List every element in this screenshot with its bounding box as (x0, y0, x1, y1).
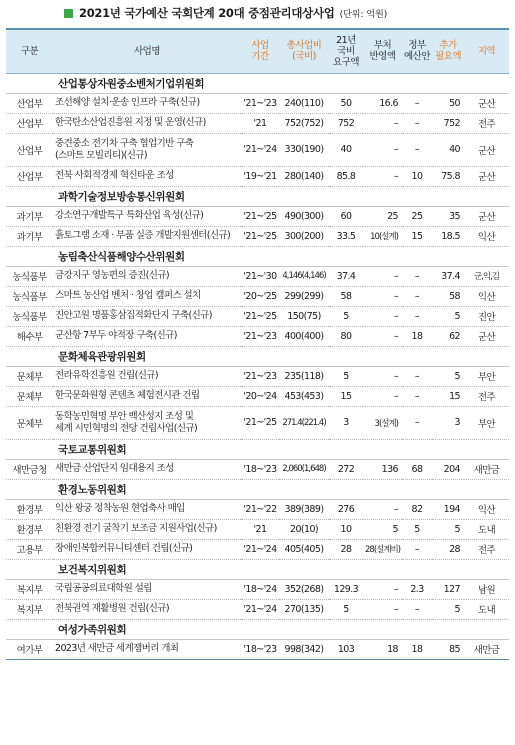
committee-row (6, 186, 509, 206)
project-name-line: (스마트 모빌리티)(신규) (55, 149, 148, 161)
total-cost-cell: 4,146(4,146) (279, 266, 329, 286)
project-name-cell (53, 133, 241, 166)
dept-cell: 복지부 (6, 599, 53, 619)
project-name-line: 2023년 새만금 세계잼버리 개최 (55, 643, 179, 654)
gov-budget-cell: 18 (402, 326, 432, 346)
request-cell: 85.8 (329, 166, 363, 186)
committee-row (6, 346, 509, 366)
region-cell: 전주 (464, 386, 509, 406)
region-cell: 진안 (464, 306, 509, 326)
extra-need-cell: 3 (432, 406, 464, 439)
gov-budget-cell: 18 (402, 639, 432, 659)
table-body (6, 73, 509, 659)
request-cell: 276 (329, 499, 363, 519)
total-cost-cell: 270(135) (279, 599, 329, 619)
region-cell: 군산 (464, 326, 509, 346)
gov-budget-cell: – (402, 93, 432, 113)
committee-label: 농림축산식품해양수산위원회 (6, 246, 509, 266)
project-name-cell (53, 519, 241, 539)
region-cell: 새만금 (464, 459, 509, 479)
dept-cell: 농식품부 (6, 306, 53, 326)
extra-need-cell: 28 (432, 539, 464, 559)
period-cell: '21~'25 (241, 206, 279, 226)
period-cell: '19~'21 (241, 166, 279, 186)
period-cell: '21 (241, 519, 279, 539)
ministry-cell: – (363, 286, 402, 306)
header-ministry: 부처 반영액 (363, 29, 402, 73)
table-row (6, 386, 509, 406)
period-cell: '21~'24 (241, 133, 279, 166)
table-row (6, 519, 509, 539)
dept-cell: 산업부 (6, 113, 53, 133)
project-name-line: 한국탄소산업진흥원 지정 및 운영(신규) (55, 117, 206, 128)
region-cell: 새만금 (464, 639, 509, 659)
period-cell: '21~'25 (241, 306, 279, 326)
region-cell: 부안 (464, 366, 509, 386)
header-gov: 정부 예산안 (402, 29, 432, 73)
committee-row (6, 439, 509, 459)
table-row (6, 93, 509, 113)
gov-budget-cell: – (402, 386, 432, 406)
project-name-line: 군산항 7부두 야적장 구축(신규) (55, 330, 177, 341)
header-name: 사업명 (53, 29, 241, 73)
project-name-cell (53, 226, 241, 246)
total-cost-cell: 2,060(1,648) (279, 459, 329, 479)
period-cell: '21~'23 (241, 326, 279, 346)
gov-budget-cell: – (402, 266, 432, 286)
table-row (6, 266, 509, 286)
request-cell: 28 (329, 539, 363, 559)
table-row (6, 133, 509, 166)
project-name-cell (53, 579, 241, 599)
request-cell: 752 (329, 113, 363, 133)
project-name-cell (53, 326, 241, 346)
region-cell: 부안 (464, 406, 509, 439)
ministry-cell: 25 (363, 206, 402, 226)
committee-label: 여성가족위원회 (6, 619, 509, 639)
request-cell: 3 (329, 406, 363, 439)
title-marker (64, 9, 73, 18)
extra-need-cell: 5 (432, 366, 464, 386)
ministry-cell: 10(설계) (363, 226, 402, 246)
period-cell: '21~'23 (241, 93, 279, 113)
table-row (6, 599, 509, 619)
header-region: 지역 (464, 29, 509, 73)
header-request: 21년 국비 요구액 (329, 29, 363, 73)
table-row (6, 113, 509, 133)
request-cell: 37.4 (329, 266, 363, 286)
extra-need-cell: 40 (432, 133, 464, 166)
table-row (6, 406, 509, 439)
period-cell: '21~'30 (241, 266, 279, 286)
total-cost-cell: 352(268) (279, 579, 329, 599)
period-cell: '20~'25 (241, 286, 279, 306)
table-row (6, 579, 509, 599)
gov-budget-cell: 5 (402, 519, 432, 539)
committee-row (6, 559, 509, 579)
request-cell: 60 (329, 206, 363, 226)
header-extra: 추가 필요액 (432, 29, 464, 73)
request-cell: 40 (329, 133, 363, 166)
project-name-line: 스마트 농산업 벤처 · 창업 캠퍼스 설치 (55, 290, 201, 301)
dept-cell: 해수부 (6, 326, 53, 346)
extra-need-cell: 37.4 (432, 266, 464, 286)
extra-need-cell: 15 (432, 386, 464, 406)
gov-budget-cell: 25 (402, 206, 432, 226)
total-cost-cell: 490(300) (279, 206, 329, 226)
extra-need-cell: 194 (432, 499, 464, 519)
project-name-line: 세계 시민혁명의 전당 건립사업(신규) (55, 422, 198, 434)
gov-budget-cell: 2.3 (402, 579, 432, 599)
committee-label: 산업통상자원중소벤처기업위원회 (6, 73, 509, 93)
gov-budget-cell: 15 (402, 226, 432, 246)
ministry-cell: 3(설계) (363, 406, 402, 439)
dept-cell: 산업부 (6, 166, 53, 186)
dept-cell: 여가부 (6, 639, 53, 659)
request-cell: 15 (329, 386, 363, 406)
project-name-cell (53, 599, 241, 619)
project-name-cell (53, 286, 241, 306)
extra-need-cell: 85 (432, 639, 464, 659)
period-cell: '21~'22 (241, 499, 279, 519)
committee-label: 국토교통위원회 (6, 439, 509, 459)
project-name-line: 친환경 전기 굴착기 보조금 지원사업(신규) (55, 523, 217, 534)
ministry-cell: – (363, 266, 402, 286)
project-name-line: 한국문화원형 콘텐츠 체험전시관 건립 (55, 390, 200, 401)
project-name-line: 강소연구개발특구 특화산업 육성(신규) (55, 210, 204, 221)
project-name-line: 조선해양 설치·운송 인프라 구축(신규) (55, 97, 200, 108)
dept-cell: 농식품부 (6, 286, 53, 306)
unit-note: (단위: 억원) (339, 9, 388, 20)
table-row (6, 539, 509, 559)
ministry-cell: – (363, 386, 402, 406)
period-cell: '21~'25 (241, 406, 279, 439)
project-name-cell (53, 306, 241, 326)
ministry-cell: – (363, 499, 402, 519)
total-cost-cell: 752(752) (279, 113, 329, 133)
table-header-row (6, 29, 509, 73)
gov-budget-cell: – (402, 286, 432, 306)
period-cell: '21~'24 (241, 599, 279, 619)
project-name-line: 익산 왕궁 정착농원 현업축사 매입 (55, 503, 185, 514)
project-name-cell (53, 93, 241, 113)
extra-need-cell: 62 (432, 326, 464, 346)
region-cell: 익산 (464, 499, 509, 519)
project-name-line: 장애인복합커뮤니티센터 건립(신규) (55, 543, 193, 554)
ministry-cell: – (363, 133, 402, 166)
gov-budget-cell: 10 (402, 166, 432, 186)
gov-budget-cell: – (402, 133, 432, 166)
gov-budget-cell: – (402, 113, 432, 133)
extra-need-cell: 50 (432, 93, 464, 113)
total-cost-cell: 271.4(221.4) (279, 406, 329, 439)
table-row (6, 206, 509, 226)
ministry-cell: 16.6 (363, 93, 402, 113)
request-cell: 5 (329, 306, 363, 326)
request-cell: 5 (329, 599, 363, 619)
dept-cell: 새만금청 (6, 459, 53, 479)
ministry-cell: – (363, 306, 402, 326)
gov-budget-cell: – (402, 306, 432, 326)
committee-row (6, 619, 509, 639)
ministry-cell: – (363, 366, 402, 386)
project-name-line: 금강지구 영농편의 증진(신규) (55, 270, 169, 281)
dept-cell: 환경부 (6, 519, 53, 539)
request-cell: 58 (329, 286, 363, 306)
gov-budget-cell: 82 (402, 499, 432, 519)
table-row (6, 499, 509, 519)
table-row (6, 286, 509, 306)
total-cost-cell: 405(405) (279, 539, 329, 559)
project-name-cell (53, 206, 241, 226)
table-row (6, 226, 509, 246)
total-cost-cell: 330(190) (279, 133, 329, 166)
total-cost-cell: 240(110) (279, 93, 329, 113)
table-row (6, 166, 509, 186)
region-cell: 익산 (464, 286, 509, 306)
region-cell: 익산 (464, 226, 509, 246)
project-name-line: 진안고원 명품홍삼집적화단지 구축(신규) (55, 310, 212, 321)
header-period: 사업 기간 (241, 29, 279, 73)
extra-need-cell: 5 (432, 519, 464, 539)
gov-budget-cell: – (402, 539, 432, 559)
project-name-cell (53, 166, 241, 186)
ministry-cell: – (363, 599, 402, 619)
request-cell: 272 (329, 459, 363, 479)
region-cell: 군산 (464, 166, 509, 186)
dept-cell: 복지부 (6, 579, 53, 599)
total-cost-cell: 280(140) (279, 166, 329, 186)
project-name-cell (53, 406, 241, 439)
gov-budget-cell: 68 (402, 459, 432, 479)
dept-cell: 산업부 (6, 93, 53, 113)
ministry-cell: – (363, 113, 402, 133)
gov-budget-cell: – (402, 406, 432, 439)
project-name-line: 흙토그램 소재 · 부품 실증 개발지원센터(신규) (55, 230, 231, 241)
committee-label: 환경노동위원회 (6, 479, 509, 499)
total-cost-cell: 300(200) (279, 226, 329, 246)
ministry-cell: – (363, 326, 402, 346)
total-cost-cell: 235(118) (279, 366, 329, 386)
table-row (6, 459, 509, 479)
dept-cell: 문체부 (6, 386, 53, 406)
extra-need-cell: 58 (432, 286, 464, 306)
project-name-cell (53, 386, 241, 406)
period-cell: '18~'24 (241, 579, 279, 599)
project-name-line: 동학농민혁명 부안 백산성지 조성 및 (55, 410, 194, 422)
ministry-cell: 136 (363, 459, 402, 479)
period-cell: '20~'24 (241, 386, 279, 406)
project-name-line: 전북 사회적경제 혁신타운 조성 (55, 170, 174, 181)
dept-cell: 농식품부 (6, 266, 53, 286)
extra-need-cell: 5 (432, 306, 464, 326)
project-name-line: 전라유학진흥원 건립(신규) (55, 370, 158, 381)
dept-cell: 문체부 (6, 406, 53, 439)
period-cell: '21 (241, 113, 279, 133)
region-cell: 군,익,김 (464, 266, 509, 286)
ministry-cell: 5 (363, 519, 402, 539)
extra-need-cell: 127 (432, 579, 464, 599)
extra-need-cell: 204 (432, 459, 464, 479)
project-name-cell (53, 539, 241, 559)
extra-need-cell: 18.5 (432, 226, 464, 246)
project-name-line: 새만금 산업단지 임대용지 조성 (55, 463, 174, 474)
total-cost-cell: 400(400) (279, 326, 329, 346)
region-cell: 도내 (464, 519, 509, 539)
page-title: 2021년 국가예산 국회단계 20대 중점관리대상사업 (79, 6, 335, 20)
region-cell: 전주 (464, 113, 509, 133)
table-row (6, 306, 509, 326)
committee-label: 과학기술정보방송통신위원회 (6, 186, 509, 206)
request-cell: 10 (329, 519, 363, 539)
committee-row (6, 246, 509, 266)
period-cell: '21~'24 (241, 539, 279, 559)
total-cost-cell: 453(453) (279, 386, 329, 406)
table-row (6, 366, 509, 386)
period-cell: '18~'23 (241, 639, 279, 659)
title-bar (6, 4, 509, 22)
dept-cell: 과기부 (6, 226, 53, 246)
gov-budget-cell: – (402, 599, 432, 619)
total-cost-cell: 20(10) (279, 519, 329, 539)
ministry-cell: – (363, 579, 402, 599)
project-name-cell (53, 113, 241, 133)
project-name-line: 전북권역 재활병원 건립(신규) (55, 603, 169, 614)
header-dept: 구분 (6, 29, 53, 73)
ministry-cell: – (363, 166, 402, 186)
request-cell: 129.3 (329, 579, 363, 599)
committee-label: 보건복지위원회 (6, 559, 509, 579)
extra-need-cell: 75.8 (432, 166, 464, 186)
ministry-cell: 28(설계비) (363, 539, 402, 559)
region-cell: 도내 (464, 599, 509, 619)
project-name-cell (53, 366, 241, 386)
dept-cell: 산업부 (6, 133, 53, 166)
request-cell: 33.5 (329, 226, 363, 246)
request-cell: 103 (329, 639, 363, 659)
request-cell: 50 (329, 93, 363, 113)
project-name-cell (53, 266, 241, 286)
header-total: 총사업비 (국비) (279, 29, 329, 73)
total-cost-cell: 150(75) (279, 306, 329, 326)
extra-need-cell: 5 (432, 599, 464, 619)
table-row (6, 639, 509, 659)
period-cell: '21~'25 (241, 226, 279, 246)
table-row (6, 326, 509, 346)
committee-row (6, 73, 509, 93)
extra-need-cell: 752 (432, 113, 464, 133)
dept-cell: 환경부 (6, 499, 53, 519)
period-cell: '21~'23 (241, 366, 279, 386)
budget-table (6, 28, 509, 660)
total-cost-cell: 998(342) (279, 639, 329, 659)
ministry-cell: 18 (363, 639, 402, 659)
region-cell: 군산 (464, 133, 509, 166)
region-cell: 군산 (464, 206, 509, 226)
total-cost-cell: 389(389) (279, 499, 329, 519)
request-cell: 80 (329, 326, 363, 346)
project-name-cell (53, 639, 241, 659)
project-name-cell (53, 459, 241, 479)
project-name-line: 중견중소 전기차 구축 협업기반 구축 (55, 137, 194, 149)
region-cell: 전주 (464, 539, 509, 559)
total-cost-cell: 299(299) (279, 286, 329, 306)
project-name-cell (53, 499, 241, 519)
region-cell: 군산 (464, 93, 509, 113)
dept-cell: 고용부 (6, 539, 53, 559)
dept-cell: 과기부 (6, 206, 53, 226)
gov-budget-cell: – (402, 366, 432, 386)
committee-row (6, 479, 509, 499)
period-cell: '18~'23 (241, 459, 279, 479)
extra-need-cell: 35 (432, 206, 464, 226)
request-cell: 5 (329, 366, 363, 386)
project-name-line: 국립공공의료대학원 설립 (55, 583, 152, 594)
committee-label: 문화체육관광위원회 (6, 346, 509, 366)
region-cell: 남원 (464, 579, 509, 599)
dept-cell: 문체부 (6, 366, 53, 386)
